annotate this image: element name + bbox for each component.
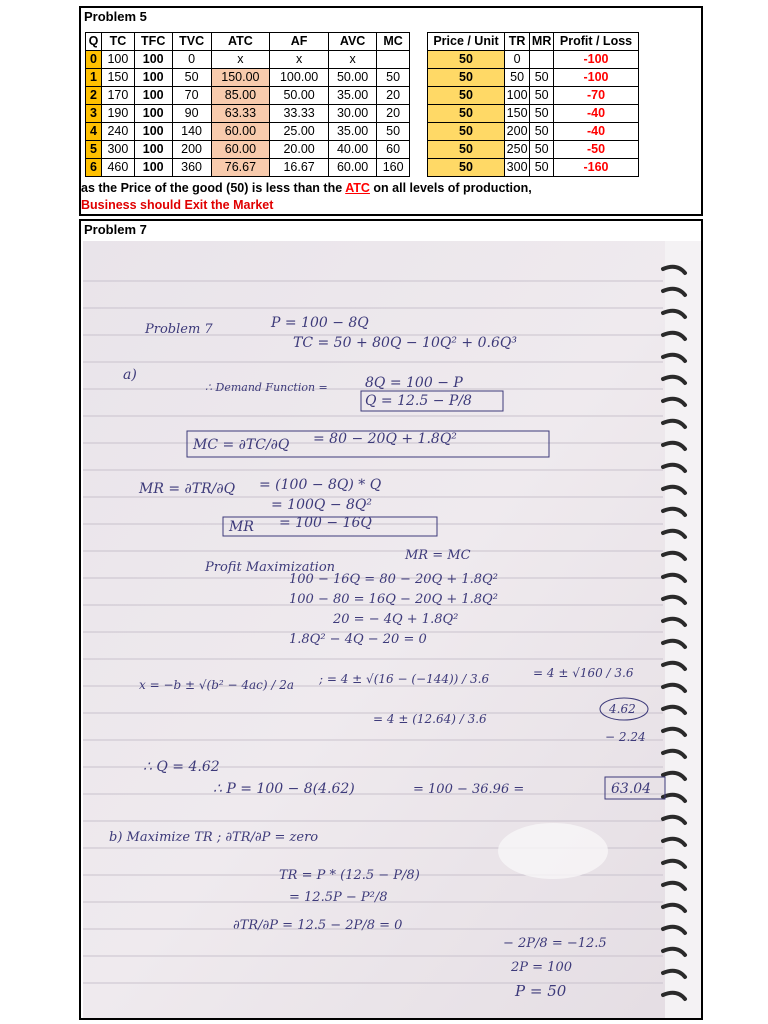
hw-l34: ∂TR/∂P = 12.5 − 2P/8 = 0 bbox=[233, 918, 403, 933]
conclusion-line bbox=[81, 181, 532, 195]
cost-table-cell: 50 bbox=[377, 123, 410, 141]
revenue-table-cell: 50 bbox=[428, 51, 505, 69]
cost-table-cell: 50 bbox=[172, 69, 211, 87]
hw-l04: a) bbox=[123, 367, 137, 383]
cost-table-header: MC bbox=[377, 33, 410, 51]
cost-table-cell: 35.00 bbox=[328, 87, 376, 105]
revenue-table-cell: -50 bbox=[554, 141, 639, 159]
cost-table-header: TC bbox=[102, 33, 135, 51]
hw-l13: MR bbox=[229, 519, 254, 535]
cost-table-cell: 60.00 bbox=[211, 123, 270, 141]
revenue-table-cell: 0 bbox=[504, 51, 529, 69]
cost-table-header: AF bbox=[270, 33, 329, 51]
revenue-table-row bbox=[428, 123, 639, 141]
revenue-table-cell: 50 bbox=[428, 105, 505, 123]
problem7-section bbox=[79, 219, 703, 1020]
cost-table-cell: 100 bbox=[134, 51, 172, 69]
cost-table-cell: 100 bbox=[134, 123, 172, 141]
cost-table-cell: 76.67 bbox=[211, 159, 270, 177]
revenue-table-header: Price / Unit bbox=[428, 33, 505, 51]
revenue-table-cell: 50 bbox=[428, 159, 505, 177]
hw-l29: = 100 − 36.96 = bbox=[413, 782, 525, 797]
revenue-table-cell: 300 bbox=[504, 159, 529, 177]
hw-l32: TR = P * (12.5 − P/8) bbox=[279, 868, 420, 883]
hw-l25: 4.62 bbox=[609, 702, 636, 716]
revenue-table-row bbox=[428, 159, 639, 177]
revenue-table-row bbox=[428, 141, 639, 159]
hw-l15: Profit Maximization bbox=[205, 560, 336, 575]
cost-table-cell: 150 bbox=[102, 69, 135, 87]
revenue-table-cell: 50 bbox=[530, 105, 554, 123]
cost-table-header: TVC bbox=[172, 33, 211, 51]
problem5-title: Problem 5 bbox=[84, 9, 147, 24]
cost-table-cell: 70 bbox=[172, 87, 211, 105]
cost-table-row bbox=[86, 105, 410, 123]
cost-table-cell: 100 bbox=[134, 87, 172, 105]
handwritten-solution-photo bbox=[83, 241, 701, 1018]
cost-table-cell: 300 bbox=[102, 141, 135, 159]
revenue-table-cell: -100 bbox=[554, 51, 639, 69]
hw-l06: 8Q = 100 − P bbox=[365, 375, 463, 391]
revenue-table-header: Profit / Loss bbox=[554, 33, 639, 51]
cost-table-cell: 460 bbox=[102, 159, 135, 177]
cost-table-cell: 50 bbox=[377, 69, 410, 87]
conclusion-atc: ATC bbox=[345, 181, 370, 195]
revenue-table-cell: 50 bbox=[428, 123, 505, 141]
cost-table-row bbox=[86, 141, 410, 159]
problem7-title: Problem 7 bbox=[84, 222, 147, 237]
cost-table-cell: 5 bbox=[86, 141, 102, 159]
hw-l17: 100 − 16Q = 80 − 20Q + 1.8Q² bbox=[289, 572, 498, 587]
revenue-table-cell: -40 bbox=[554, 105, 639, 123]
revenue-table-row bbox=[428, 69, 639, 87]
revenue-table-header: MR bbox=[530, 33, 554, 51]
cost-table-cell: 60 bbox=[377, 141, 410, 159]
hw-l08: MC = ∂TC/∂Q bbox=[193, 437, 290, 453]
hw-l19: 20 = − 4Q + 1.8Q² bbox=[333, 612, 459, 627]
hw-l18: 100 − 80 = 16Q − 20Q + 1.8Q² bbox=[289, 592, 498, 607]
hw-l33: = 12.5P − P²/8 bbox=[289, 890, 388, 905]
revenue-table-cell: 50 bbox=[530, 141, 554, 159]
hw-l14: = 100 − 16Q bbox=[279, 515, 372, 531]
cost-table-cell: 33.33 bbox=[270, 105, 329, 123]
cost-table-cell: 60.00 bbox=[211, 141, 270, 159]
revenue-table-cell: -160 bbox=[554, 159, 639, 177]
hw-l07: Q = 12.5 − P/8 bbox=[365, 393, 472, 409]
cost-table-cell: 4 bbox=[86, 123, 102, 141]
revenue-table-cell: 150 bbox=[504, 105, 529, 123]
cost-table-cell: 240 bbox=[102, 123, 135, 141]
cost-table-row bbox=[86, 159, 410, 177]
revenue-table-cell: -70 bbox=[554, 87, 639, 105]
problem5-section bbox=[79, 6, 703, 216]
hw-l12: = 100Q − 8Q² bbox=[271, 497, 373, 513]
hw-l30: 63.04 bbox=[611, 781, 652, 797]
cost-table-header: TFC bbox=[134, 33, 172, 51]
cost-table-cell: 100 bbox=[134, 141, 172, 159]
cost-table-row bbox=[86, 87, 410, 105]
hw-l37: P = 50 bbox=[515, 982, 567, 1000]
cost-table-cell: 1 bbox=[86, 69, 102, 87]
cost-table-cell: 0 bbox=[86, 51, 102, 69]
hw-l02: P = 100 − 8Q bbox=[271, 315, 369, 331]
cost-table-cell: 90 bbox=[172, 105, 211, 123]
cost-table-cell: 160 bbox=[377, 159, 410, 177]
revenue-table-row bbox=[428, 105, 639, 123]
hw-l35: − 2P/8 = −12.5 bbox=[503, 936, 607, 951]
revenue-table-cell: 50 bbox=[530, 69, 554, 87]
hw-l22: ; = 4 ± √(16 − (−144)) / 3.6 bbox=[319, 672, 490, 686]
hw-l01: Problem 7 bbox=[145, 322, 213, 337]
cost-table-row bbox=[86, 51, 410, 69]
hw-l28: ∴ P = 100 − 8(4.62) bbox=[213, 781, 355, 797]
hw-l21: x = −b ± √(b² − 4ac) / 2a bbox=[139, 678, 295, 692]
cost-table-cell: 100 bbox=[102, 51, 135, 69]
cost-table-cell: 30.00 bbox=[328, 105, 376, 123]
hw-l26: − 2.24 bbox=[605, 730, 646, 744]
cost-table-cell: 50.00 bbox=[328, 69, 376, 87]
revenue-profit-table bbox=[427, 32, 639, 177]
cost-table-row bbox=[86, 123, 410, 141]
cost-table-cell: 6 bbox=[86, 159, 102, 177]
cost-table-cell: 3 bbox=[86, 105, 102, 123]
hw-l03: TC = 50 + 80Q − 10Q² + 0.6Q³ bbox=[293, 335, 517, 351]
revenue-table-cell bbox=[530, 51, 554, 69]
cost-table-cell: 100 bbox=[134, 105, 172, 123]
cost-table-cell: x bbox=[328, 51, 376, 69]
cost-table-cell: 2 bbox=[86, 87, 102, 105]
cost-table-cell: 140 bbox=[172, 123, 211, 141]
hw-l11: = (100 − 8Q) * Q bbox=[259, 477, 382, 493]
revenue-table-cell: 50 bbox=[428, 69, 505, 87]
cost-table-cell: 200 bbox=[172, 141, 211, 159]
cost-table-cell: 360 bbox=[172, 159, 211, 177]
cost-table-header: AVC bbox=[328, 33, 376, 51]
cost-table bbox=[85, 32, 410, 177]
hw-l05: ∴ Demand Function = bbox=[205, 381, 328, 394]
hw-l36: 2P = 100 bbox=[511, 960, 572, 975]
cost-table-header: Q bbox=[86, 33, 102, 51]
conclusion-text: as the Price of the good (50) is less than the bbox=[81, 181, 346, 195]
cost-table-cell: 60.00 bbox=[328, 159, 376, 177]
cost-table-cell: 0 bbox=[172, 51, 211, 69]
cost-table-cell: 190 bbox=[102, 105, 135, 123]
revenue-table-cell: 50 bbox=[530, 87, 554, 105]
cost-table-cell: 100 bbox=[134, 159, 172, 177]
conclusion-text-end: on all levels of production, bbox=[369, 181, 532, 195]
hw-l23: = 4 ± √160 / 3.6 bbox=[533, 666, 634, 680]
cost-table-cell: 20 bbox=[377, 87, 410, 105]
revenue-table-cell: 50 bbox=[504, 69, 529, 87]
hw-l31: b) Maximize TR ; ∂TR/∂P = zero bbox=[109, 830, 319, 845]
hw-l20: 1.8Q² − 4Q − 20 = 0 bbox=[289, 632, 427, 647]
cost-table-cell: 150.00 bbox=[211, 69, 270, 87]
cost-table-cell: 100 bbox=[134, 69, 172, 87]
cost-table-cell: 40.00 bbox=[328, 141, 376, 159]
revenue-table-cell: 50 bbox=[428, 87, 505, 105]
cost-table-cell: x bbox=[211, 51, 270, 69]
revenue-table-cell: 50 bbox=[530, 123, 554, 141]
cost-table-cell: 85.00 bbox=[211, 87, 270, 105]
revenue-table-cell: -100 bbox=[554, 69, 639, 87]
cost-table-header: ATC bbox=[211, 33, 270, 51]
cost-table-cell bbox=[377, 51, 410, 69]
hw-l10: MR = ∂TR/∂Q bbox=[139, 481, 236, 497]
cost-table-cell: 170 bbox=[102, 87, 135, 105]
cost-table-cell: 100.00 bbox=[270, 69, 329, 87]
revenue-table-cell: 50 bbox=[428, 141, 505, 159]
cost-table-cell: 16.67 bbox=[270, 159, 329, 177]
hw-l16: MR = MC bbox=[405, 548, 471, 563]
revenue-table-cell: 200 bbox=[504, 123, 529, 141]
hw-l09: = 80 − 20Q + 1.8Q² bbox=[313, 431, 457, 447]
cost-table-cell: 25.00 bbox=[270, 123, 329, 141]
hw-l27: ∴ Q = 4.62 bbox=[143, 759, 220, 775]
cost-table-cell: 35.00 bbox=[328, 123, 376, 141]
revenue-table-cell: 250 bbox=[504, 141, 529, 159]
revenue-table-cell: 100 bbox=[504, 87, 529, 105]
cost-table-cell: x bbox=[270, 51, 329, 69]
revenue-table-row bbox=[428, 51, 639, 69]
cost-table-cell: 50.00 bbox=[270, 87, 329, 105]
hw-l24: = 4 ± (12.64) / 3.6 bbox=[373, 712, 487, 726]
revenue-table-cell: -40 bbox=[554, 123, 639, 141]
cost-table-cell: 63.33 bbox=[211, 105, 270, 123]
revenue-table-cell: 50 bbox=[530, 159, 554, 177]
cost-table-cell: 20 bbox=[377, 105, 410, 123]
cost-table-cell: 20.00 bbox=[270, 141, 329, 159]
conclusion-exit: Business should Exit the Market bbox=[81, 198, 274, 212]
revenue-table-row bbox=[428, 87, 639, 105]
revenue-table-header: TR bbox=[504, 33, 529, 51]
cost-table-row bbox=[86, 69, 410, 87]
